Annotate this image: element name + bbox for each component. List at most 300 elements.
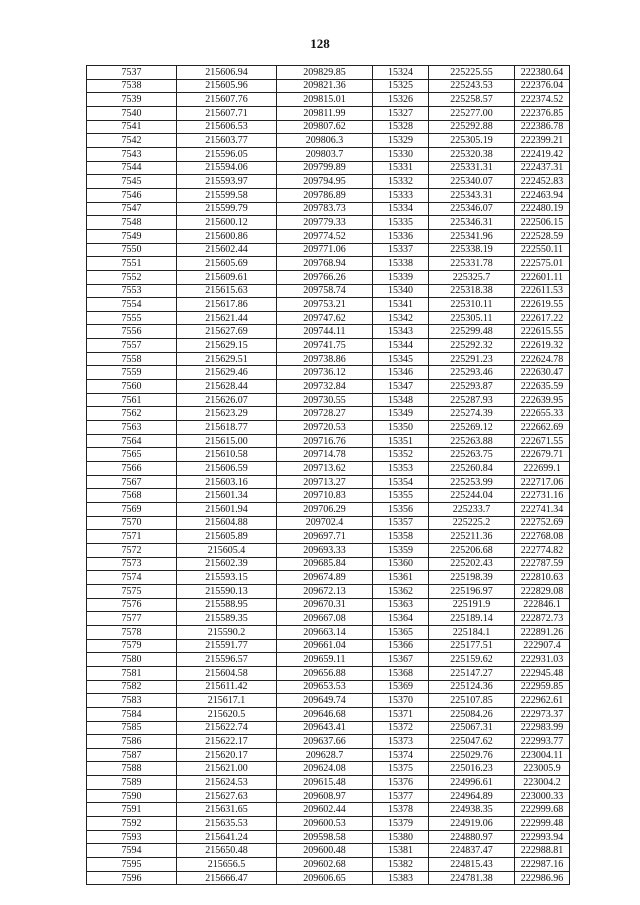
table-cell: 225124.36: [429, 680, 515, 694]
table-cell: 215615.63: [177, 284, 277, 298]
table-cell: 15369: [373, 680, 429, 694]
page-number: 128: [310, 36, 330, 51]
table-cell: 15326: [373, 93, 429, 107]
table-row: [87, 735, 570, 749]
table-row: [87, 407, 570, 421]
table-cell: 7591: [87, 803, 177, 817]
table-cell: 209643.41: [277, 721, 373, 735]
table-row: [87, 584, 570, 598]
table-cell: 209598.58: [277, 830, 373, 844]
table-row: [87, 680, 570, 694]
table-cell: 215610.58: [177, 448, 277, 462]
table-cell: 7563: [87, 421, 177, 435]
table-cell: 209714.78: [277, 448, 373, 462]
table-cell: 222624.78: [515, 352, 570, 366]
table-cell: 209806.3: [277, 134, 373, 148]
table-cell: 209706.29: [277, 503, 373, 517]
table-cell: 209649.74: [277, 694, 373, 708]
table-cell: 15333: [373, 188, 429, 202]
table-cell: 215590.2: [177, 625, 277, 639]
table-cell: 225233.7: [429, 503, 515, 517]
table-cell: 222452.83: [515, 175, 570, 189]
table-cell: 215621.00: [177, 762, 277, 776]
table-cell: 215603.16: [177, 475, 277, 489]
table-cell: 215628.44: [177, 380, 277, 394]
table-cell: 225320.38: [429, 147, 515, 161]
table-cell: 222380.64: [515, 66, 570, 80]
table-cell: 209600.53: [277, 817, 373, 831]
table-cell: 225340.07: [429, 175, 515, 189]
table-row: [87, 188, 570, 202]
table-cell: 15360: [373, 557, 429, 571]
table-cell: 222741.34: [515, 503, 570, 517]
table-cell: 222506.15: [515, 216, 570, 230]
table-row: [87, 421, 570, 435]
table-cell: 215611.42: [177, 680, 277, 694]
table-cell: 225305.19: [429, 134, 515, 148]
table-row: [87, 748, 570, 762]
table-cell: 225293.87: [429, 380, 515, 394]
table-row: [87, 598, 570, 612]
table-cell: 7558: [87, 352, 177, 366]
table-cell: 225253.99: [429, 475, 515, 489]
table-cell: 215622.17: [177, 735, 277, 749]
table-cell: 15355: [373, 489, 429, 503]
table-cell: 15368: [373, 666, 429, 680]
table-cell: 7585: [87, 721, 177, 735]
table-cell: 15377: [373, 789, 429, 803]
table-cell: 209811.99: [277, 106, 373, 120]
coordinates-table-body: [87, 66, 570, 885]
table-row: [87, 134, 570, 148]
table-cell: 222374.52: [515, 93, 570, 107]
table-cell: 7576: [87, 598, 177, 612]
table-cell: 225331.31: [429, 161, 515, 175]
table-cell: 215617.1: [177, 694, 277, 708]
table-cell: 215629.51: [177, 352, 277, 366]
table-cell: 209663.14: [277, 625, 373, 639]
table-cell: 225206.68: [429, 543, 515, 557]
table-cell: 15363: [373, 598, 429, 612]
table-cell: 225177.51: [429, 639, 515, 653]
table-cell: 215629.15: [177, 339, 277, 353]
table-cell: 215600.12: [177, 216, 277, 230]
table-cell: 15339: [373, 270, 429, 284]
table-cell: 7564: [87, 434, 177, 448]
table-cell: 7554: [87, 298, 177, 312]
table-cell: 225198.39: [429, 571, 515, 585]
table-cell: 222731.16: [515, 489, 570, 503]
table-cell: 225244.04: [429, 489, 515, 503]
table-cell: 209720.53: [277, 421, 373, 435]
table-cell: 222662.69: [515, 421, 570, 435]
table-cell: 225346.31: [429, 216, 515, 230]
table-cell: 7555: [87, 311, 177, 325]
table-cell: 215607.76: [177, 93, 277, 107]
table-cell: 15352: [373, 448, 429, 462]
table-cell: 225159.62: [429, 653, 515, 667]
table-cell: 209786.89: [277, 188, 373, 202]
table-row: [87, 175, 570, 189]
table-cell: 15345: [373, 352, 429, 366]
table-cell: 7561: [87, 393, 177, 407]
table-cell: 15382: [373, 858, 429, 872]
table-cell: 225016.23: [429, 762, 515, 776]
table-row: [87, 516, 570, 530]
table-cell: 215602.39: [177, 557, 277, 571]
table-cell: 209606.65: [277, 871, 373, 885]
table-cell: 15330: [373, 147, 429, 161]
table-cell: 7544: [87, 161, 177, 175]
table-cell: 224996.61: [429, 776, 515, 790]
table-cell: 209744.11: [277, 325, 373, 339]
table-cell: 215631.65: [177, 803, 277, 817]
table-cell: 7559: [87, 366, 177, 380]
table-cell: 209661.04: [277, 639, 373, 653]
table-cell: 15327: [373, 106, 429, 120]
table-cell: 222945.48: [515, 666, 570, 680]
table-cell: 215605.96: [177, 79, 277, 93]
table-cell: 215606.53: [177, 120, 277, 134]
table-cell: 224880.97: [429, 830, 515, 844]
table-cell: 225147.27: [429, 666, 515, 680]
table-cell: 15367: [373, 653, 429, 667]
table-cell: 7557: [87, 339, 177, 353]
table-cell: 7575: [87, 584, 177, 598]
table-cell: 209702.4: [277, 516, 373, 530]
table-cell: 222386.78: [515, 120, 570, 134]
table-cell: 222962.61: [515, 694, 570, 708]
table-cell: 15373: [373, 735, 429, 749]
table-cell: 215623.29: [177, 407, 277, 421]
table-cell: 209716.76: [277, 434, 373, 448]
table-row: [87, 639, 570, 653]
table-cell: 15365: [373, 625, 429, 639]
table-row: [87, 830, 570, 844]
table-cell: 209670.31: [277, 598, 373, 612]
table-cell: 223004.2: [515, 776, 570, 790]
table-cell: 222872.73: [515, 612, 570, 626]
table-cell: 209602.68: [277, 858, 373, 872]
table-row: [87, 530, 570, 544]
table-row: [87, 257, 570, 271]
table-cell: 222617.22: [515, 311, 570, 325]
table-cell: 209672.13: [277, 584, 373, 598]
table-cell: 209685.84: [277, 557, 373, 571]
table-row: [87, 229, 570, 243]
table-cell: 15378: [373, 803, 429, 817]
table-cell: 224815.43: [429, 858, 515, 872]
table-cell: 15331: [373, 161, 429, 175]
table-cell: 215602.44: [177, 243, 277, 257]
table-cell: 225346.07: [429, 202, 515, 216]
table-cell: 225084.26: [429, 707, 515, 721]
table-cell: 15353: [373, 462, 429, 476]
table-cell: 7572: [87, 543, 177, 557]
table-cell: 225260.84: [429, 462, 515, 476]
table-cell: 225269.12: [429, 421, 515, 435]
table-cell: 15357: [373, 516, 429, 530]
table-cell: 215666.47: [177, 871, 277, 885]
table-cell: 222639.95: [515, 393, 570, 407]
table-cell: 215588.95: [177, 598, 277, 612]
table-cell: 215629.46: [177, 366, 277, 380]
table-cell: 15344: [373, 339, 429, 353]
table-cell: 215603.77: [177, 134, 277, 148]
table-cell: 209624.08: [277, 762, 373, 776]
table-cell: 225343.31: [429, 188, 515, 202]
table-cell: 222846.1: [515, 598, 570, 612]
table-cell: 7546: [87, 188, 177, 202]
table-cell: 15328: [373, 120, 429, 134]
table-cell: 215620.5: [177, 707, 277, 721]
table-cell: 209738.86: [277, 352, 373, 366]
table-row: [87, 66, 570, 80]
table-row: [87, 93, 570, 107]
table-cell: 7550: [87, 243, 177, 257]
table-cell: 222931.03: [515, 653, 570, 667]
table-cell: 222419.42: [515, 147, 570, 161]
table-cell: 225225.2: [429, 516, 515, 530]
table-cell: 215601.34: [177, 489, 277, 503]
table-row: [87, 434, 570, 448]
table-cell: 225338.19: [429, 243, 515, 257]
table-cell: 215627.69: [177, 325, 277, 339]
table-cell: 222752.69: [515, 516, 570, 530]
table-cell: 225299.48: [429, 325, 515, 339]
table-cell: 225107.85: [429, 694, 515, 708]
table-cell: 223004.11: [515, 748, 570, 762]
table-row: [87, 776, 570, 790]
table-cell: 225292.88: [429, 120, 515, 134]
table-cell: 209713.62: [277, 462, 373, 476]
table-cell: 225277.00: [429, 106, 515, 120]
table-cell: 215617.86: [177, 298, 277, 312]
table-cell: 209779.33: [277, 216, 373, 230]
table-cell: 7562: [87, 407, 177, 421]
table-cell: 215596.57: [177, 653, 277, 667]
table-cell: 15337: [373, 243, 429, 257]
table-cell: 225292.32: [429, 339, 515, 353]
table-cell: 7579: [87, 639, 177, 653]
table-row: [87, 844, 570, 858]
table-cell: 7592: [87, 817, 177, 831]
table-cell: 215624.53: [177, 776, 277, 790]
table-cell: 15324: [373, 66, 429, 80]
table-cell: 209766.26: [277, 270, 373, 284]
table-cell: 15372: [373, 721, 429, 735]
table-cell: 222376.04: [515, 79, 570, 93]
table-cell: 15348: [373, 393, 429, 407]
table-row: [87, 448, 570, 462]
table-cell: 215606.94: [177, 66, 277, 80]
table-cell: 222611.53: [515, 284, 570, 298]
table-cell: 223005.9: [515, 762, 570, 776]
table-cell: 15356: [373, 503, 429, 517]
table-cell: 209783.73: [277, 202, 373, 216]
table-cell: 209768.94: [277, 257, 373, 271]
table-cell: 225291.23: [429, 352, 515, 366]
table-cell: 209747.62: [277, 311, 373, 325]
table-row: [87, 462, 570, 476]
table-cell: 7537: [87, 66, 177, 80]
table-cell: 7586: [87, 735, 177, 749]
table-cell: 215620.17: [177, 748, 277, 762]
table-cell: 209730.55: [277, 393, 373, 407]
table-row: [87, 543, 570, 557]
table-cell: 15358: [373, 530, 429, 544]
table-cell: 7582: [87, 680, 177, 694]
table-cell: 215605.4: [177, 543, 277, 557]
table-cell: 7568: [87, 489, 177, 503]
table-cell: 7552: [87, 270, 177, 284]
table-cell: 215593.15: [177, 571, 277, 585]
table-cell: 209710.83: [277, 489, 373, 503]
table-cell: 209758.74: [277, 284, 373, 298]
table-cell: 7547: [87, 202, 177, 216]
table-cell: 7573: [87, 557, 177, 571]
table-cell: 7589: [87, 776, 177, 790]
table-cell: 215605.69: [177, 257, 277, 271]
table-cell: 215622.74: [177, 721, 277, 735]
table-row: [87, 243, 570, 257]
table-cell: 225310.11: [429, 298, 515, 312]
table-cell: 222635.59: [515, 380, 570, 394]
table-cell: 225263.88: [429, 434, 515, 448]
table-cell: 222768.08: [515, 530, 570, 544]
table-row: [87, 475, 570, 489]
table-cell: 215641.24: [177, 830, 277, 844]
table-cell: 222973.37: [515, 707, 570, 721]
table-cell: 222480.19: [515, 202, 570, 216]
table-cell: 222619.55: [515, 298, 570, 312]
table-cell: 15361: [373, 571, 429, 585]
table-cell: 225325.7: [429, 270, 515, 284]
table-row: [87, 789, 570, 803]
table-cell: 222679.71: [515, 448, 570, 462]
table-cell: 222575.01: [515, 257, 570, 271]
table-cell: 15354: [373, 475, 429, 489]
table-cell: 7540: [87, 106, 177, 120]
table-cell: 7551: [87, 257, 177, 271]
table-cell: 209799.89: [277, 161, 373, 175]
table-cell: 209732.84: [277, 380, 373, 394]
table-cell: 15325: [373, 79, 429, 93]
table-cell: 215591.77: [177, 639, 277, 653]
table-cell: 225263.75: [429, 448, 515, 462]
table-cell: 209794.95: [277, 175, 373, 189]
table-cell: 209628.7: [277, 748, 373, 762]
table-cell: 222376.85: [515, 106, 570, 120]
table-cell: 224938.35: [429, 803, 515, 817]
table-cell: 224781.38: [429, 871, 515, 885]
table-row: [87, 311, 570, 325]
table-cell: 209674.89: [277, 571, 373, 585]
table-cell: 222550.11: [515, 243, 570, 257]
table-cell: 224964.89: [429, 789, 515, 803]
table-cell: 7578: [87, 625, 177, 639]
table-cell: 209815.01: [277, 93, 373, 107]
table-row: [87, 762, 570, 776]
table-cell: 224837.47: [429, 844, 515, 858]
table-row: [87, 817, 570, 831]
table-row: [87, 393, 570, 407]
table-cell: 225274.39: [429, 407, 515, 421]
table-cell: 215621.44: [177, 311, 277, 325]
table-cell: 7556: [87, 325, 177, 339]
table-cell: 15383: [373, 871, 429, 885]
table-cell: 222787.59: [515, 557, 570, 571]
table-cell: 215627.63: [177, 789, 277, 803]
table-cell: 222399.21: [515, 134, 570, 148]
table-cell: 215599.58: [177, 188, 277, 202]
table-row: [87, 120, 570, 134]
table-cell: 225184.1: [429, 625, 515, 639]
table-cell: 7594: [87, 844, 177, 858]
table-cell: 209602.44: [277, 803, 373, 817]
table-cell: 15340: [373, 284, 429, 298]
table-cell: 15343: [373, 325, 429, 339]
table-cell: 215606.59: [177, 462, 277, 476]
table-cell: 215626.07: [177, 393, 277, 407]
table-cell: 7565: [87, 448, 177, 462]
coordinates-table: [86, 65, 570, 885]
table-cell: 215593.97: [177, 175, 277, 189]
table-cell: 225196.97: [429, 584, 515, 598]
table-cell: 209807.62: [277, 120, 373, 134]
table-row: [87, 721, 570, 735]
table-cell: 15334: [373, 202, 429, 216]
table-row: [87, 625, 570, 639]
table-cell: 209653.53: [277, 680, 373, 694]
table-cell: 225225.55: [429, 66, 515, 80]
table-cell: 215589.35: [177, 612, 277, 626]
table-cell: 209753.21: [277, 298, 373, 312]
table-cell: 222615.55: [515, 325, 570, 339]
table-cell: 15332: [373, 175, 429, 189]
table-cell: 7560: [87, 380, 177, 394]
table-cell: 15364: [373, 612, 429, 626]
table-cell: 209608.97: [277, 789, 373, 803]
table-cell: 225318.38: [429, 284, 515, 298]
table-row: [87, 352, 570, 366]
table-cell: 225258.57: [429, 93, 515, 107]
table-cell: 15376: [373, 776, 429, 790]
table-cell: 225305.11: [429, 311, 515, 325]
table-cell: 15349: [373, 407, 429, 421]
table-cell: 209771.06: [277, 243, 373, 257]
table-row: [87, 79, 570, 93]
table-row: [87, 325, 570, 339]
table-cell: 209803.7: [277, 147, 373, 161]
table-cell: 225287.93: [429, 393, 515, 407]
table-cell: 215618.77: [177, 421, 277, 435]
table-cell: 222988.81: [515, 844, 570, 858]
table-cell: 215601.94: [177, 503, 277, 517]
table-cell: 7587: [87, 748, 177, 762]
table-cell: 209697.71: [277, 530, 373, 544]
table-cell: 222810.63: [515, 571, 570, 585]
table-cell: 15346: [373, 366, 429, 380]
table-row: [87, 803, 570, 817]
table-cell: 209829.85: [277, 66, 373, 80]
table-row: [87, 694, 570, 708]
table-cell: 215615.00: [177, 434, 277, 448]
table-cell: 7583: [87, 694, 177, 708]
table-cell: 222630.47: [515, 366, 570, 380]
table-cell: 222774.82: [515, 543, 570, 557]
table-cell: 222601.11: [515, 270, 570, 284]
